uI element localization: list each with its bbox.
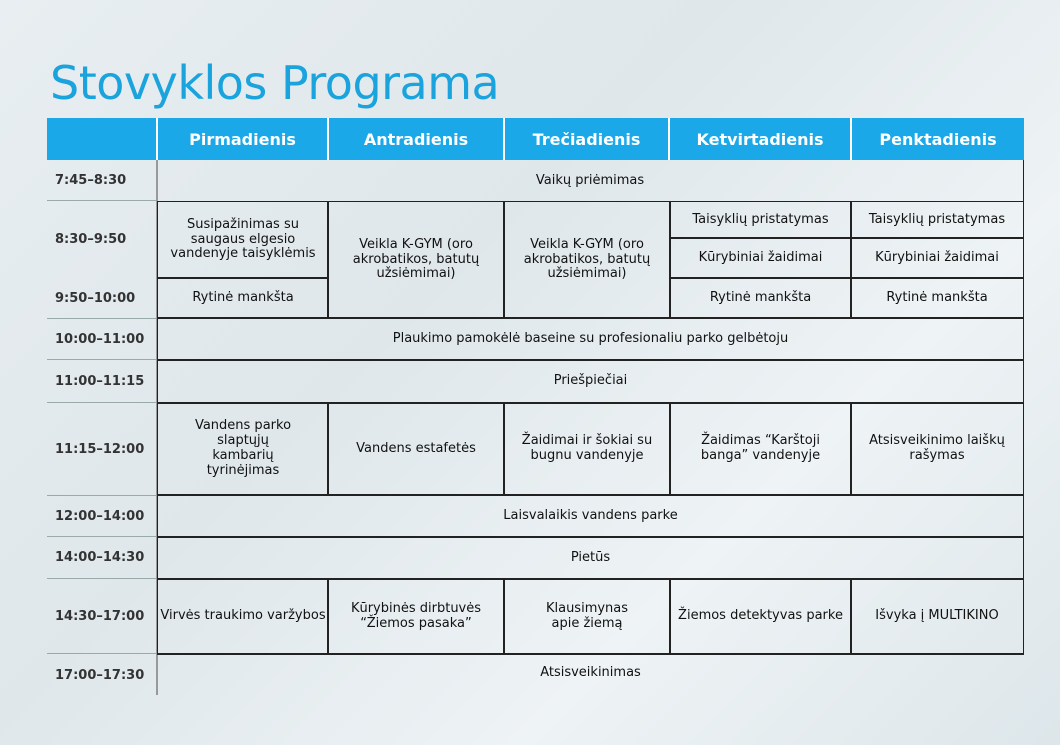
activity-full-row: Laisvalaikis vandens parke xyxy=(157,494,1024,538)
activity-cell: Taisyklių pristatymas xyxy=(669,201,852,239)
time-slot: 10:00–11:00 xyxy=(47,319,156,360)
activity-cell: Rytinė mankšta xyxy=(669,277,852,319)
activity-cell: Rytinė mankšta xyxy=(157,277,329,319)
activity-cell: Susipažinimas su saugaus elgesio vandenyje taisyklėmis xyxy=(157,201,329,279)
activity-cell: Vandens estafetės xyxy=(327,402,505,496)
header-day-wednesday: Trečiadienis xyxy=(505,118,670,160)
activity-cell: Išvyka į MULTIKINO xyxy=(850,578,1024,655)
activity-full-row: Atsisveikinimas xyxy=(157,653,1024,693)
time-slot: 11:00–11:15 xyxy=(47,360,156,403)
activity-cell: Vandens parko slaptųjų kambarių tyrinėjimas xyxy=(157,402,329,496)
header-day-thursday: Ketvirtadienis xyxy=(670,118,852,160)
time-slot: 9:50–10:00 xyxy=(47,278,156,319)
activity-cell: Žaidimas “Karštoji banga” vandenyje xyxy=(669,402,852,496)
activity-full-row: Plaukimo pamokėlė baseine su profesionaliu parko gelbėtoju xyxy=(157,317,1024,361)
activity-cell: Virvės traukimo varžybos xyxy=(157,578,329,655)
activity-cell: Rytinė mankšta xyxy=(850,277,1024,319)
activity-cell: Veikla K-GYM (oro akrobatikos, batutų užsiėmimai) xyxy=(503,201,671,319)
time-slot: 8:30–9:50 xyxy=(55,232,127,247)
activity-cell: Žiemos detektyvas parke xyxy=(669,578,852,655)
header-day-friday: Penktadienis xyxy=(852,118,1024,160)
time-slot: 14:30–17:00 xyxy=(47,579,156,654)
time-slot: 12:00–14:00 xyxy=(47,496,156,537)
activity-full-row: Pietūs xyxy=(157,536,1024,580)
activity-cell: Atsisveikinimo laiškų rašymas xyxy=(850,402,1024,496)
activity-cell: Žaidimai ir šokiai su bugnu vandenyje xyxy=(503,402,671,496)
activity-full-row: Vaikų priėmimas xyxy=(157,160,1024,202)
activity-cell: Klausimynas apie žiemą xyxy=(503,578,671,655)
time-slot: 17:00–17:30 xyxy=(55,667,145,683)
header-corner xyxy=(47,118,158,160)
activity-cell: Kūrybiniai žaidimai xyxy=(669,237,852,279)
activity-cell: Taisyklių pristatymas xyxy=(850,201,1024,239)
header-day-tuesday: Antradienis xyxy=(329,118,505,160)
activity-cell: Kūrybinės dirbtuvės “Žiemos pasaka” xyxy=(327,578,505,655)
activity-cell: Veikla K-GYM (oro akrobatikos, batutų užsiėmimai) xyxy=(327,201,505,319)
time-slot: 14:00–14:30 xyxy=(47,537,156,579)
header-day-monday: Pirmadienis xyxy=(158,118,329,160)
page-title: Stovyklos Programa xyxy=(50,56,500,110)
time-slot: 7:45–8:30 xyxy=(47,160,156,201)
activity-cell: Kūrybiniai žaidimai xyxy=(850,237,1024,279)
activity-full-row: Priešpiečiai xyxy=(157,359,1024,404)
time-slot: 11:15–12:00 xyxy=(47,403,156,496)
